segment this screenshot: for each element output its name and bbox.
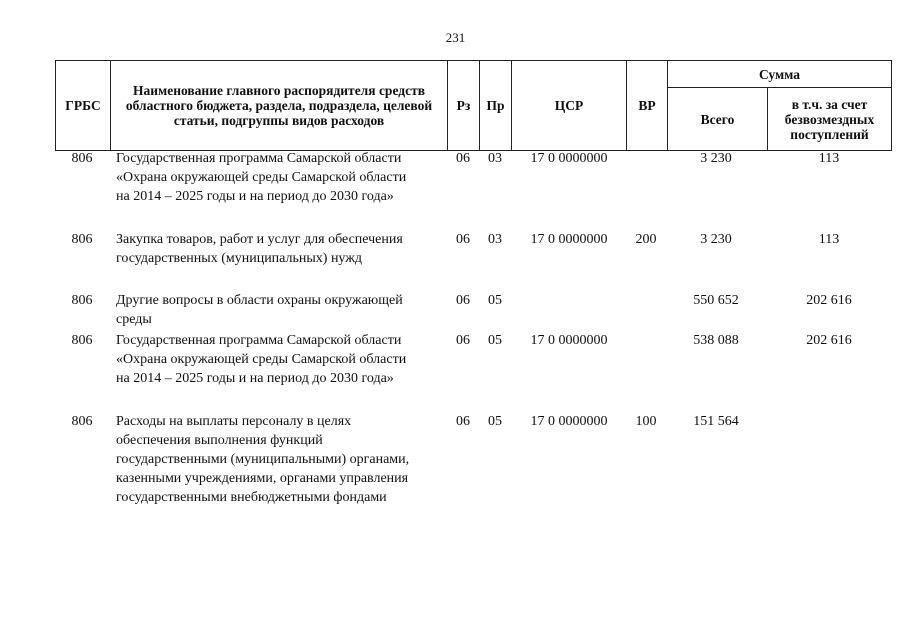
cell-pr: 03 xyxy=(488,232,502,247)
name-line: «Охрана окружающей среды Самарской области xyxy=(116,170,407,185)
header-free: в т.ч. за счет безвозмездных поступлений xyxy=(768,88,892,151)
cell-name xyxy=(116,291,446,329)
page-number: 231 xyxy=(445,30,466,45)
cell-name xyxy=(116,412,446,507)
cell-csr: 17 0 0000000 xyxy=(530,151,608,166)
cell-pr: 03 xyxy=(488,151,502,166)
cell-pr: 05 xyxy=(488,414,502,429)
cell-name xyxy=(116,331,446,388)
cell-rz: 06 xyxy=(456,293,470,308)
name-line: Государственная программа Самарской области xyxy=(116,333,402,348)
header-rz: Рз xyxy=(448,61,480,151)
name-line: государственными (муниципальными) органами, xyxy=(116,452,410,467)
name-line: государственными внебюджетными фондами xyxy=(116,490,387,505)
name-line: Другие вопросы в области охраны окружающей xyxy=(116,293,403,308)
cell-name xyxy=(116,149,446,206)
cell-vr: 100 xyxy=(635,414,657,429)
cell-grbs: 806 xyxy=(71,414,93,429)
name-line: среды xyxy=(116,312,152,327)
cell-rz: 06 xyxy=(456,414,470,429)
cell-name xyxy=(116,230,446,268)
cell-total: 151 564 xyxy=(693,414,739,429)
header-total: Всего xyxy=(668,88,768,151)
header-vr: ВР xyxy=(627,61,668,151)
cell-total: 3 230 xyxy=(700,151,732,166)
cell-total: 3 230 xyxy=(700,232,732,247)
cell-grbs: 806 xyxy=(71,151,93,166)
cell-vr: 200 xyxy=(635,232,657,247)
header-pr: Пр xyxy=(480,61,512,151)
cell-pr: 05 xyxy=(488,293,502,308)
name-line: на 2014 – 2025 годы и на период до 2030 года» xyxy=(116,371,394,386)
name-line: казенными учреждениями, органами управления xyxy=(116,471,409,486)
cell-free: 202 616 xyxy=(806,293,852,308)
cell-rz: 06 xyxy=(456,151,470,166)
cell-grbs: 806 xyxy=(71,293,93,308)
header-name: Наименование главного распорядителя средств областного бюджета, раздела, подраздела, целевой статьи, подгруппы видов расходов xyxy=(111,61,448,151)
header-csr: ЦСР xyxy=(512,61,627,151)
cell-grbs: 806 xyxy=(71,333,93,348)
cell-csr: 17 0 0000000 xyxy=(530,232,608,247)
header-grbs: ГРБС xyxy=(56,61,111,151)
cell-total: 550 652 xyxy=(693,293,739,308)
name-line: государственных (муниципальных) нужд xyxy=(116,251,363,266)
name-line: на 2014 – 2025 годы и на период до 2030 года» xyxy=(116,189,394,204)
cell-rz: 06 xyxy=(456,232,470,247)
cell-free: 202 616 xyxy=(806,333,852,348)
header-sum: Сумма xyxy=(668,61,892,88)
name-line: Государственная программа Самарской области xyxy=(116,151,402,166)
cell-csr: 17 0 0000000 xyxy=(530,414,608,429)
cell-csr: 17 0 0000000 xyxy=(530,333,608,348)
cell-grbs: 806 xyxy=(71,232,93,247)
cell-free: 113 xyxy=(818,151,840,166)
name-line: Расходы на выплаты персоналу в целях xyxy=(116,414,352,429)
cell-pr: 05 xyxy=(488,333,502,348)
name-line: Закупка товаров, работ и услуг для обеспечения xyxy=(116,232,403,247)
cell-total: 538 088 xyxy=(693,333,739,348)
name-line: «Охрана окружающей среды Самарской области xyxy=(116,352,407,367)
table-header xyxy=(55,60,892,151)
cell-rz: 06 xyxy=(456,333,470,348)
name-line: обеспечения выполнения функций xyxy=(116,433,323,448)
cell-free: 113 xyxy=(818,232,840,247)
